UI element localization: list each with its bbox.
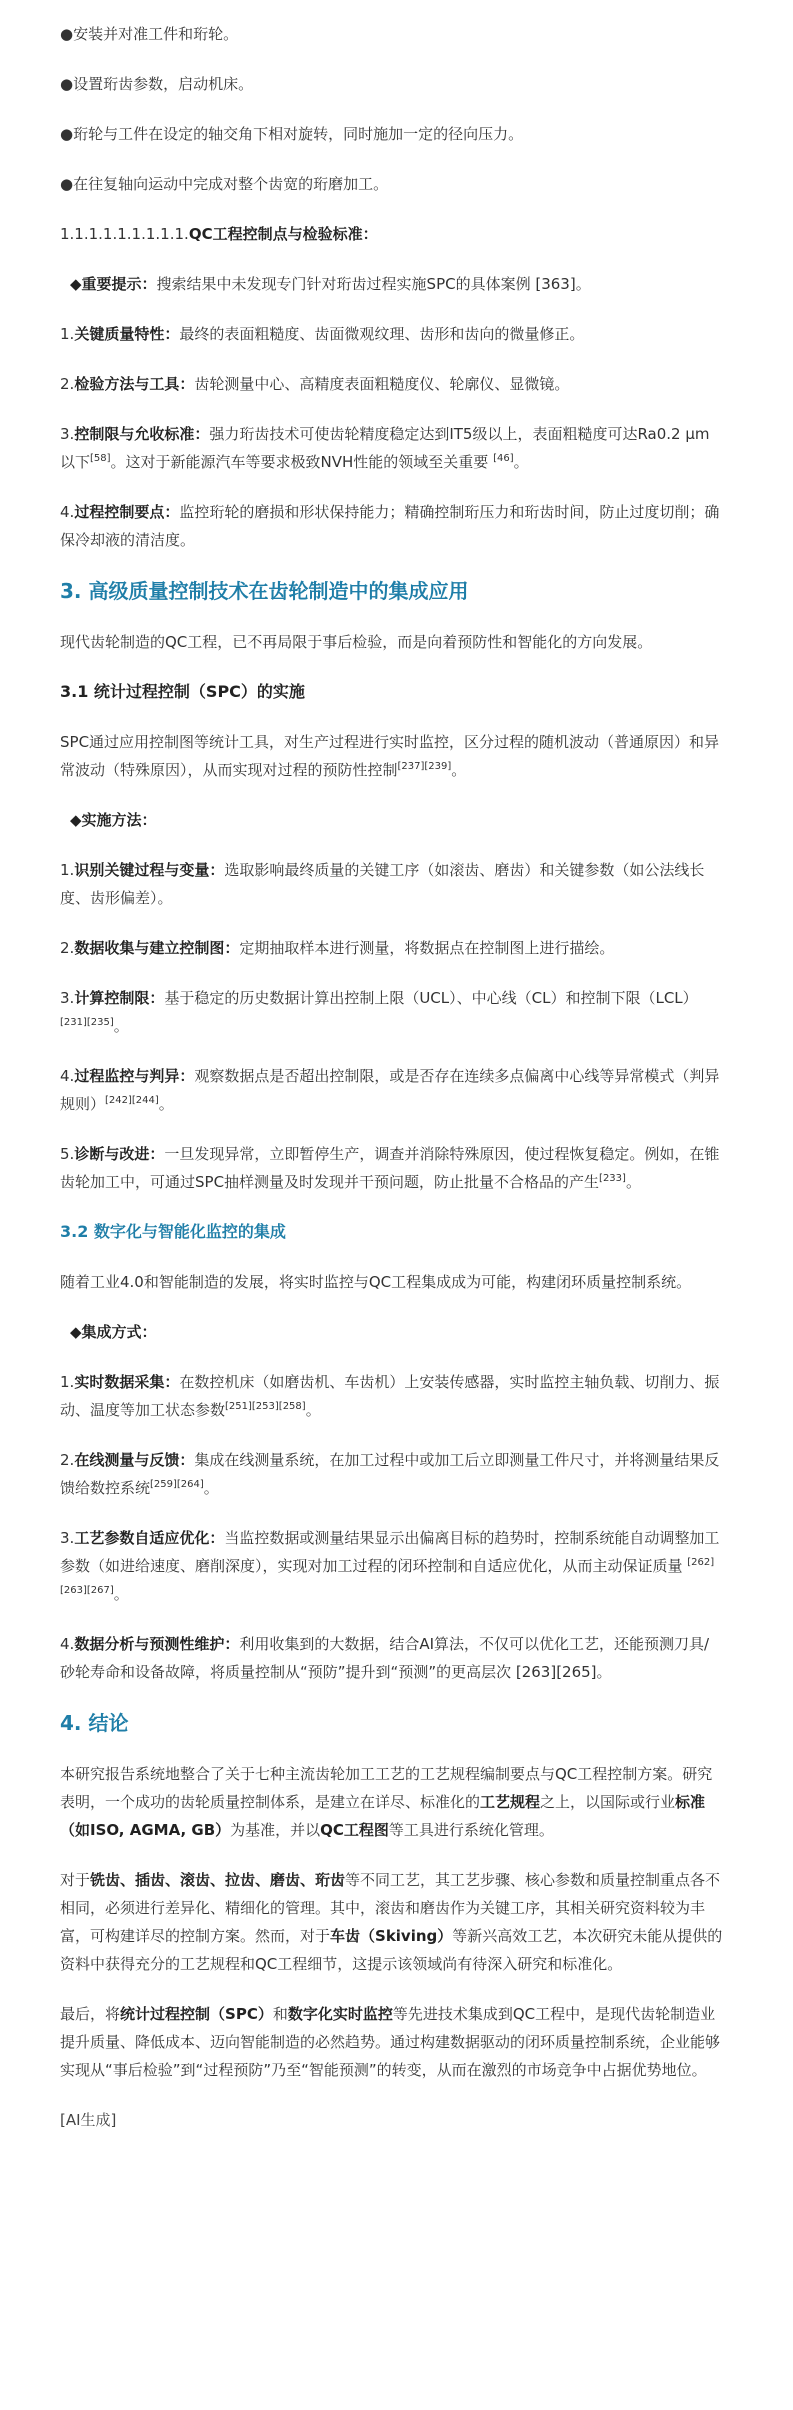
section-3-2-title: 3.2 数字化与智能化监控的集成 [60,1222,286,1241]
section-3-1-intro: SPC通过应用控制图等统计工具，对生产过程进行实时监控，区分过程的随机波动（普通原因）和异常波动（特殊原因），从而实现对过程的预防性控制[237][239]。 [60,733,720,779]
honing-item: 4.过程控制要点：监控珩轮的磨损和形状保持能力；精确控制珩压力和珩齿时间，防止过度切削；确保冷却液的清洁度。 [60,503,720,549]
bullet-item: ●安装并对准工件和珩轮。 [60,25,239,43]
spc-item: 3.计算控制限：基于稳定的历史数据计算出控制上限（UCL）、中心线（CL）和控制下限（LCL）[231][235]。 [60,989,698,1035]
section-3-1-title: 3.1 统计过程控制（SPC）的实施 [60,682,305,701]
citation: [233] [599,1173,626,1184]
citation: [262][263][267] [60,1557,715,1596]
conclusion-paragraph: 本研究报告系统地整合了关于七种主流齿轮加工工艺的工艺规程编制要点与QC工程控制方案。研究表明，一个成功的齿轮质量控制体系，是建立在详尽、标准化的工艺规程之上，以国际或行业标准（如ISO, AGMA, GB）为基准，并以QC工程图等工具进行系统化管理。 [60,1765,713,1839]
citation: [46] [493,453,514,464]
ai-generated-label: [AI生成] [60,2111,117,2129]
bullet-item: ●设置珩齿参数，启动机床。 [60,75,254,93]
spc-item: 2.数据收集与建立控制图：定期抽取样本进行测量，将数据点在控制图上进行描绘。 [60,939,615,957]
integration-item: 4.数据分析与预测性维护：利用收集到的大数据，结合AI算法，不仅可以优化工艺，还能预测刀具/砂轮寿命和设备故障，将质量控制从“预防”提升到“预测”的更高层次 [263][265]。 [60,1635,710,1681]
bullet-item: ●珩轮与工件在设定的轴交角下相对旋转，同时施加一定的径向压力。 [60,125,524,143]
honing-item: 2.检验方法与工具：齿轮测量中心、高精度表面粗糙度仪、轮廓仪、显微镜。 [60,375,570,393]
method-label: ◆实施方法： [70,811,157,829]
honing-item: 1.关键质量特性：最终的表面粗糙度、齿面微观纹理、齿形和齿向的微量修正。 [60,325,585,343]
spc-item: 4.过程监控与判异：观察数据点是否超出控制限，或是否存在连续多点偏离中心线等异常模式（判异规则）[242][244]。 [60,1067,720,1113]
method-label: ◆集成方式： [70,1323,157,1341]
honing-item: 3.控制限与允收标准：强力珩齿技术可使齿轮精度稳定达到IT5级以上，表面粗糙度可达Ra0.2 μm以下[58]。这对于新能源汽车等要求极致NVH性能的领域至关重要 [46]。 [60,425,710,471]
citation: [251][253][258] [225,1401,306,1412]
citation: [237][239] [397,761,452,772]
conclusion-paragraph: 对于铣齿、插齿、滚齿、拉齿、磨齿、珩齿等不同工艺，其工艺步骤、核心参数和质量控制重点各不相同，必须进行差异化、精细化的管理。其中，滚齿和磨齿作为关键工序，其相关研究资料较为丰富，可构建详尽的控制方案。然而，对于车齿（Skiving）等新兴高效工艺，本次研究未能从提供的资料中获得充分的工艺规程和QC工程细节，这提示该领域尚有待深入研究和标准化。 [60,1871,723,1973]
citation: [242][244] [105,1095,159,1106]
important-note: ◆重要提示：搜索结果中未发现专门针对珩齿过程实施SPC的具体案例 [363]。 [70,275,591,293]
conclusion-paragraph: 最后，将统计过程控制（SPC）和数字化实时监控等先进技术集成到QC工程中，是现代齿轮制造业提升质量、降低成本、迈向智能制造的必然趋势。通过构建数据驱动的闭环质量控制系统，企业能够实现从“事后检验”到“过程预防”乃至“智能预测”的转变，从而在激烈的市场竞争中占据优势地位。 [60,2005,721,2079]
citation: [259][264] [150,1479,204,1490]
integration-item: 1.实时数据采集：在数控机床（如磨齿机、车齿机）上安装传感器，实时监控主轴负载、切削力、振动、温度等加工状态参数[251][253][258]。 [60,1373,720,1419]
spc-item: 5.诊断与改进：一旦发现异常，立即暂停生产，调查并消除特殊原因，使过程恢复稳定。例如，在锥齿轮加工中，可通过SPC抽样测量及时发现并干预问题，防止批量不合格品的产生[233]。 [60,1145,720,1191]
spc-item: 1.识别关键过程与变量：选取影响最终质量的关键工序（如滚齿、磨齿）和关键参数（如公法线长度、齿形偏差）。 [60,861,705,907]
integration-item: 2.在线测量与反馈：集成在线测量系统，在加工过程中或加工后立即测量工件尺寸，并将测量结果反馈给数控系统[259][264]。 [60,1451,720,1497]
citation: [58] [90,453,111,464]
honing-qc-heading: 1.1.1.1.1.1.1.1.1.QC工程控制点与检验标准： [60,225,378,243]
section-3-2-intro: 随着工业4.0和智能制造的发展，将实时监控与QC工程集成成为可能，构建闭环质量控制系统。 [60,1273,692,1291]
integration-item: 3.工艺参数自适应优化：当监控数据或测量结果显示出偏离目标的趋势时，控制系统能自动调整加工参数（如进给速度、磨削深度），实现对加工过程的闭环控制和自适应优化，从而主动保证质量 [262][263][267]。 [60,1529,720,1603]
section-3-intro: 现代齿轮制造的QC工程，已不再局限于事后检验，而是向着预防性和智能化的方向发展。 [60,633,653,651]
citation: [231][235] [60,1017,114,1028]
bullet-item: ●在往复轴向运动中完成对整个齿宽的珩磨加工。 [60,175,389,193]
section-4-title: 4. 结论 [60,1711,129,1735]
section-3-title: 3. 高级质量控制技术在齿轮制造中的集成应用 [60,579,469,603]
